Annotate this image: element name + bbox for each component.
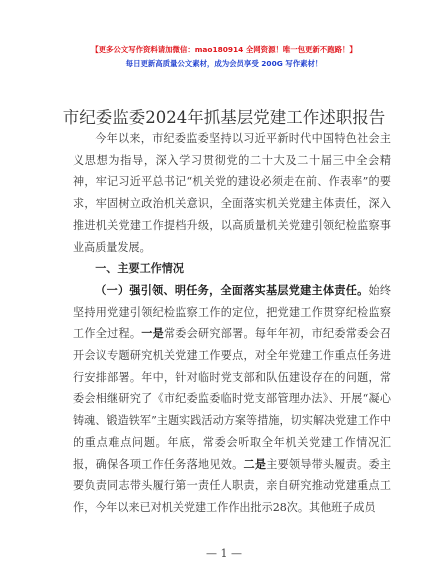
document-body <box>73 128 391 519</box>
paragraph-text: 始终坚持用党建引领纪检监察工作的定位，把党建工作贯穿纪检监察工作全过程。 <box>73 283 391 341</box>
paragraph-text: 常委会研究部署。每年年初，市纪委常委会召开会议专题研究机关党建工作要点，对全年党建工作重点任务进行安排部署。年中，针对临时党支部和队伍建设存在的问题，常委会相继研究了《市纪委监委临时党支部管理办法》、开展“凝心铸魂、锻造铁军”主题实践活动方案等措施，切实解决党建工作中的重点难点问题。年底，常委会听取全年机关党建工作情况汇报，确保各项工作任务落地见效。 <box>73 327 391 471</box>
section-heading-1: 一、主要工作情况 <box>95 262 184 276</box>
enumeration-lead-2: 二是 <box>243 457 267 471</box>
subsection-heading-1: （一）强引领、明任务，全面落实基层党建主体责任。 <box>95 283 369 297</box>
page-number: — 1 — <box>206 547 242 560</box>
document-title: 市纪委监委2024年抓基层党建工作述职报告 <box>62 108 386 127</box>
enumeration-lead-1: 一是 <box>141 327 164 341</box>
paragraph-text: 主要领导带头履责。委主要负责同志带头履行第一责任人职责，亲自研究推动党建重点工作，今年以来已对机关党建工作作出批示28次。其他班子成员 <box>73 457 391 514</box>
promo-banner-line-1: 【更多公文写作资料请加微信：mao180914 全网资源！唯一包更新不跑路！】 <box>91 45 357 54</box>
intro-paragraph: 今年以来，市纪委监委坚持以习近平新时代中国特色社会主义思想为指导，深入学习贯彻党的二十大及二十届三中全会精神，牢记习近平总书记“机关党的建设必须走在前、作表率”的要求，牢固树立政治机关意识，全面落实机关党建主体责任，深入推进机关党建工作提档升级，以高质量机关党建引领纪检监察事业高质量发展。 <box>73 132 391 254</box>
body-paragraph-2 <box>73 280 391 519</box>
promo-banner-line-2: 每日更新高质量公文素材，成为会员享受 200G 写作素材！ <box>125 59 323 68</box>
